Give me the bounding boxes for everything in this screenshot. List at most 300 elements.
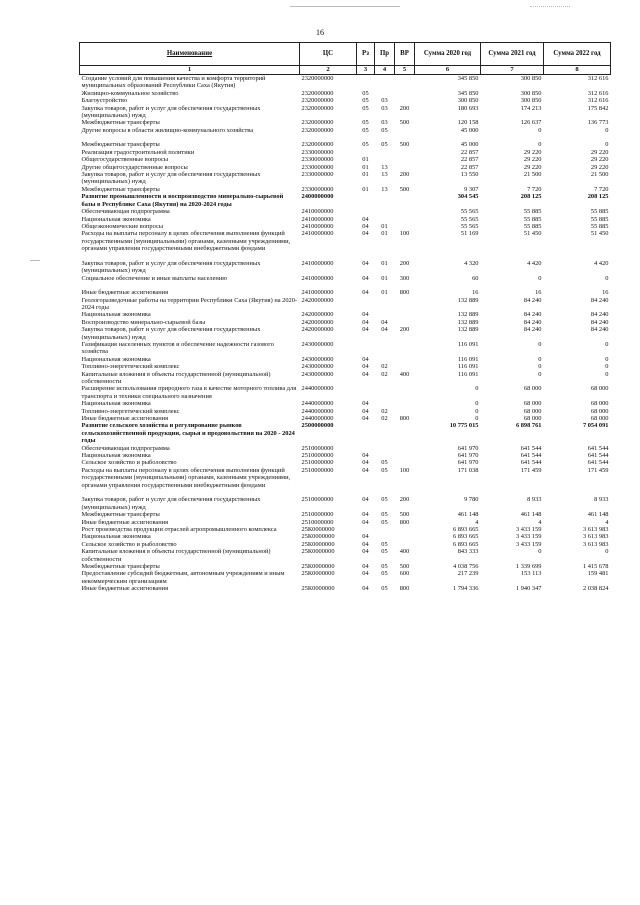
row-cs: 2430000000 — [301, 340, 334, 348]
row-sum-2021: 51 450 — [523, 230, 542, 238]
row-pr: 05 — [381, 459, 388, 467]
row-cs: 2430000000 — [301, 355, 334, 363]
row-vr — [395, 541, 415, 548]
row-pr: 02 — [381, 363, 388, 371]
row-name: Обеспечивающая подпрограмма — [81, 208, 170, 216]
row-rz: 05 — [362, 97, 369, 105]
row-sum-2021: 84 240 — [523, 311, 542, 319]
row-rz: 04 — [362, 215, 369, 223]
row-pr — [375, 341, 395, 356]
row-sum-2022: 0 — [605, 370, 609, 378]
row-pr — [375, 385, 395, 400]
row-sum-2022: 51 450 — [590, 230, 609, 238]
row-vr: 800 — [399, 585, 410, 593]
row-rz: 04 — [362, 311, 369, 319]
row-sum-2021: 29 220 — [523, 148, 542, 156]
row-sum-2020: 641 970 — [457, 452, 479, 460]
row-name: Топливно-энергетический комплекс — [81, 363, 180, 371]
row-sum-2021: 68 000 — [523, 415, 542, 423]
row-rz: 04 — [362, 533, 369, 541]
row-rz — [357, 341, 375, 356]
row-name: Рост производства продукции отраслей агропромышленного комплекса — [81, 525, 277, 533]
row-vr: 600 — [399, 570, 410, 578]
row-rz: 04 — [362, 459, 369, 467]
row-sum-2022: 3 613 983 — [582, 533, 609, 541]
row-sum-2020: 55 565 — [460, 208, 479, 216]
table-row — [80, 519, 611, 526]
row-sum-2020: 55 565 — [460, 215, 479, 223]
row-cs: 25К0000000 — [301, 533, 335, 541]
row-cs: 2320000000 — [301, 97, 334, 105]
row-sum-2022: 68 000 — [590, 415, 609, 423]
row-sum-2021: 0 — [538, 340, 542, 348]
row-vr — [395, 533, 415, 540]
row-sum-2020: 0 — [475, 407, 479, 415]
row-cs: 2320000000 — [301, 126, 334, 134]
row-name: Капитальные вложения в объекты государственной (муниципальной) собственности — [81, 548, 271, 563]
row-sum-2020: 9 307 — [464, 185, 479, 193]
row-sum-2020: 116 091 — [457, 355, 479, 363]
row-sum-2020: 45 000 — [460, 126, 479, 134]
row-sum-2021: 300 850 — [520, 89, 542, 97]
row-pr: 05 — [381, 548, 388, 556]
row-sum-2022 — [544, 134, 611, 141]
row-name: Топливно-энергетический комплекс — [81, 407, 180, 415]
row-sum-2020: 116 091 — [457, 370, 479, 378]
row-sum-2022: 55 885 — [590, 215, 609, 223]
table-row — [80, 141, 611, 148]
table-row — [80, 289, 611, 296]
row-sum-2021: 0 — [538, 363, 542, 371]
row-pr — [375, 297, 395, 312]
row-rz: 04 — [362, 496, 369, 504]
header-vr: ВР — [395, 43, 415, 66]
row-name: Расширение использования природного газа в качестве моторного топлива для транспорта и техники специального назначения — [81, 385, 297, 400]
row-cs: 2510000000 — [301, 511, 334, 519]
row-rz: 05 — [362, 104, 369, 112]
table-row — [80, 193, 611, 208]
row-pr: 05 — [381, 126, 388, 134]
row-vr — [395, 311, 415, 318]
table-row — [80, 385, 611, 400]
row-vr: 800 — [399, 289, 410, 297]
row-name: Межбюджетные трансферты — [81, 511, 160, 519]
row-sum-2021: 68 000 — [523, 400, 542, 408]
row-sum-2022: 4 — [605, 518, 609, 526]
row-sum-2020: 171 038 — [457, 466, 479, 474]
row-sum-2022: 312 616 — [587, 75, 609, 82]
row-sum-2022: 68 000 — [590, 400, 609, 408]
row-vr: 200 — [399, 171, 410, 179]
header-sum-2020: Сумма 2020 год — [415, 43, 481, 66]
row-rz: 04 — [362, 274, 369, 282]
row-sum-2022: 2 038 824 — [582, 585, 609, 593]
table-row — [80, 97, 611, 104]
row-pr — [375, 400, 395, 407]
row-name: Национальная экономика — [81, 452, 151, 460]
row-sum-2021: 3 433 159 — [515, 540, 542, 548]
row-pr: 01 — [381, 230, 388, 238]
row-sum-2021: 171 459 — [520, 466, 542, 474]
row-pr: 04 — [381, 326, 388, 334]
row-sum-2021: 68 000 — [523, 407, 542, 415]
table-row — [80, 422, 611, 444]
table-row — [80, 445, 611, 452]
row-sum-2020: 300 850 — [457, 97, 479, 105]
scan-mark-left — [30, 260, 40, 262]
row-sum-2020: 304 545 — [457, 193, 479, 201]
row-cs: 2440000000 — [301, 415, 334, 423]
row-pr — [375, 149, 395, 156]
row-cs: 2320000000 — [301, 89, 334, 97]
row-cs: 2330000000 — [301, 163, 334, 171]
row-vr — [395, 408, 415, 415]
row-sum-2022: 208 125 — [587, 193, 609, 201]
row-sum-2020: 132 889 — [457, 318, 479, 326]
row-sum-2022: 84 240 — [590, 311, 609, 319]
header-col-number: 5 — [395, 66, 415, 75]
table-header — [80, 43, 611, 75]
row-sum-2021: 29 220 — [523, 163, 542, 171]
row-pr — [375, 156, 395, 163]
table-row — [80, 230, 611, 252]
row-sum-2020: 180 693 — [457, 104, 479, 112]
row-sum-2022: 0 — [605, 274, 609, 282]
row-sum-2021: 84 240 — [523, 326, 542, 334]
row-sum-2020: 22 857 — [460, 163, 479, 171]
row-rz: 01 — [362, 185, 369, 193]
row-name: Национальная экономика — [81, 533, 151, 541]
row-sum-2022: 55 885 — [590, 222, 609, 230]
row-sum-2021: 0 — [538, 355, 542, 363]
table-row — [80, 105, 611, 120]
row-sum-2022: 16 — [602, 289, 609, 297]
row-sum-2021: 16 — [535, 289, 542, 297]
row-pr — [375, 533, 395, 540]
row-sum-2020: 843 333 — [457, 548, 479, 556]
table-row — [80, 452, 611, 459]
row-sum-2021: 55 885 — [523, 208, 542, 216]
row-cs: 2510000000 — [301, 518, 334, 526]
row-sum-2021: 300 850 — [520, 97, 542, 105]
row-name — [80, 253, 300, 260]
header-col-number: 6 — [415, 66, 481, 75]
row-rz: 05 — [362, 126, 369, 134]
row-sum-2022: 641 544 — [587, 452, 609, 460]
row-cs: 2510000000 — [301, 496, 334, 504]
row-vr — [395, 297, 415, 312]
row-rz: 04 — [362, 318, 369, 326]
row-vr — [395, 282, 415, 289]
header-col-number: 3 — [357, 66, 375, 75]
row-cs: 25К0000000 — [301, 525, 335, 533]
row-cs: 2410000000 — [301, 222, 334, 230]
row-sum-2020: 60 — [472, 274, 479, 282]
row-sum-2021: 84 240 — [523, 296, 542, 304]
row-sum-2022: 29 220 — [590, 156, 609, 164]
row-pr — [375, 253, 395, 260]
row-vr — [395, 526, 415, 533]
row-sum-2021: 3 433 159 — [515, 525, 542, 533]
row-sum-2022: 7 054 091 — [582, 422, 609, 430]
header-col-number: 4 — [375, 66, 395, 75]
row-name: Иные бюджетные ассигнования — [81, 415, 169, 423]
row-vr — [395, 319, 415, 326]
row-sum-2020: 4 320 — [464, 259, 479, 267]
table-row — [80, 548, 611, 563]
row-cs: 2440000000 — [301, 385, 334, 393]
row-vr — [395, 216, 415, 223]
row-sum-2022: 0 — [605, 355, 609, 363]
row-name: Сельское хозяйство и рыболовство — [81, 540, 177, 548]
row-vr — [395, 356, 415, 363]
row-sum-2020: 51 169 — [460, 230, 479, 238]
row-vr — [395, 489, 415, 496]
table-row — [80, 459, 611, 466]
row-sum-2020: 116 091 — [457, 340, 479, 348]
row-pr — [375, 216, 395, 223]
row-vr — [395, 363, 415, 370]
row-name: Социальное обеспечение и иные выплаты населению — [81, 274, 228, 282]
row-name: Общеэкономические вопросы — [81, 222, 164, 230]
row-rz — [357, 208, 375, 215]
row-vr — [395, 127, 415, 134]
row-rz: 01 — [362, 156, 369, 164]
row-rz: 04 — [362, 326, 369, 334]
row-vr — [395, 385, 415, 400]
table-row — [80, 326, 611, 341]
row-name: Газификация населенных пунктов и обеспечение надежности газового хозяйства — [81, 340, 274, 356]
row-rz — [357, 134, 375, 141]
table-row — [80, 275, 611, 282]
row-cs: 2410000000 — [301, 215, 334, 223]
row-cs — [300, 282, 357, 289]
row-sum-2020: 45 000 — [460, 141, 479, 149]
row-vr — [395, 90, 415, 97]
row-sum-2021 — [481, 489, 544, 496]
row-cs: 2410000000 — [301, 259, 334, 267]
row-sum-2021: 0 — [538, 274, 542, 282]
table-row — [80, 216, 611, 223]
row-sum-2020: 10 775 015 — [449, 422, 479, 430]
row-vr — [395, 445, 415, 452]
budget-table — [79, 42, 611, 593]
row-pr: 02 — [381, 370, 388, 378]
row-sum-2022: 8 933 — [594, 496, 609, 504]
row-cs: 2330000000 — [301, 171, 334, 179]
row-vr — [395, 75, 415, 90]
row-rz: 04 — [362, 407, 369, 415]
header-sum-2021: Сумма 2021 год — [481, 43, 544, 66]
row-sum-2021: 4 420 — [527, 259, 542, 267]
row-vr — [395, 164, 415, 171]
row-pr: 02 — [381, 407, 388, 415]
row-vr: 800 — [399, 518, 410, 526]
row-rz: 05 — [362, 119, 369, 127]
row-sum-2021: 6 898 761 — [515, 422, 542, 430]
row-sum-2021: 174 213 — [520, 104, 542, 112]
row-rz: 04 — [362, 466, 369, 474]
row-sum-2020: 13 550 — [460, 171, 479, 179]
row-vr: 800 — [399, 415, 410, 423]
row-sum-2020: 6 893 665 — [452, 540, 479, 548]
row-cs: 2320000000 — [301, 75, 334, 82]
row-rz — [357, 445, 375, 452]
row-name: Национальная экономика — [81, 215, 151, 223]
table-row — [80, 319, 611, 326]
row-sum-2021: 461 148 — [520, 511, 542, 519]
row-name — [80, 489, 300, 496]
row-name: Реализация градостроительной политики — [81, 148, 195, 156]
table-row — [80, 356, 611, 363]
table-row — [80, 75, 611, 90]
row-sum-2021: 1 940 347 — [515, 585, 542, 593]
row-cs: 25К0000000 — [301, 585, 335, 593]
row-name: Закупка товаров, работ и услуг для обеспечения государственных (муниципальных) нужд — [81, 326, 261, 341]
table-spacer-row — [80, 253, 611, 260]
row-name: Иные бюджетные ассигнования — [81, 289, 169, 297]
header-col-number: 7 — [481, 66, 544, 75]
row-vr: 500 — [399, 119, 410, 127]
row-cs: 2510000000 — [301, 459, 334, 467]
table-row — [80, 467, 611, 489]
row-sum-2022: 159 481 — [587, 570, 609, 578]
row-cs: 2410000000 — [301, 208, 334, 216]
row-sum-2020: 6 893 665 — [452, 525, 479, 533]
row-rz: 04 — [362, 570, 369, 578]
row-rz: 04 — [362, 562, 369, 570]
row-name: Закупка товаров, работ и услуг для обеспечения государственных (муниципальных) нужд — [81, 171, 261, 186]
header-col-number: 1 — [80, 66, 300, 75]
row-name: Расходы на выплаты персоналу в целях обеспечения выполнения функций государственными (муниципальными) органами, казенными учреждениями, органами управления государственными внебюджетными фондами — [81, 466, 291, 489]
scan-mark-top — [290, 6, 400, 8]
row-sum-2020: 55 565 — [460, 222, 479, 230]
row-rz: 05 — [362, 89, 369, 97]
row-name: Национальная экономика — [81, 400, 151, 408]
row-cs — [300, 253, 357, 260]
table-row — [80, 371, 611, 386]
row-sum-2022: 1 415 678 — [582, 562, 609, 570]
row-rz: 04 — [362, 585, 369, 593]
row-cs — [300, 134, 357, 141]
row-sum-2020: 132 889 — [457, 326, 479, 334]
header-pr: Пр — [375, 43, 395, 66]
row-sum-2022: 3 613 983 — [582, 525, 609, 533]
row-vr: 400 — [399, 548, 410, 556]
row-name: Геологоразведочные работы на территории Республики Саха (Якутия) на 2020-2024 годы — [81, 296, 298, 311]
row-name: Другие вопросы в области жилищно-коммунального хозяйства — [81, 126, 254, 134]
row-rz — [357, 253, 375, 260]
header-col-number: 8 — [544, 66, 611, 75]
table-row — [80, 208, 611, 215]
row-pr: 13 — [381, 185, 388, 193]
row-name: Благоустройство — [81, 97, 128, 105]
row-cs: 2320000000 — [301, 119, 334, 127]
table-row — [80, 496, 611, 511]
row-vr — [395, 452, 415, 459]
row-sum-2021: 0 — [538, 141, 542, 149]
table-row — [80, 585, 611, 592]
table-row — [80, 156, 611, 163]
row-pr: 05 — [381, 570, 388, 578]
row-sum-2022: 0 — [605, 363, 609, 371]
row-sum-2022: 641 544 — [587, 459, 609, 467]
row-name: Межбюджетные трансферты — [81, 141, 160, 149]
row-vr — [395, 97, 415, 104]
row-vr — [395, 208, 415, 215]
row-pr: 01 — [381, 259, 388, 267]
row-cs: 2500000000 — [301, 422, 334, 430]
row-name: Создание условий для повышения качества и комфорта территорий муниципальных образований Республики Саха (Якутия) — [81, 75, 266, 90]
table-row — [80, 297, 611, 312]
row-name — [80, 134, 300, 141]
row-sum-2020: 4 038 756 — [452, 562, 479, 570]
row-vr: 100 — [399, 230, 410, 238]
row-sum-2022: 0 — [605, 126, 609, 134]
table-row — [80, 119, 611, 126]
row-vr — [395, 459, 415, 466]
row-sum-2021: 4 — [538, 518, 542, 526]
row-cs: 2330000000 — [301, 185, 334, 193]
row-sum-2020: 9 780 — [464, 496, 479, 504]
row-cs: 2410000000 — [301, 230, 334, 238]
row-name: Закупка товаров, работ и услуг для обеспечения государственных (муниципальных) нужд — [81, 259, 261, 275]
row-cs: 2320000000 — [301, 141, 334, 149]
row-rz: 04 — [362, 548, 369, 556]
row-rz: 04 — [362, 363, 369, 371]
row-cs: 2330000000 — [301, 148, 334, 156]
table-row — [80, 526, 611, 533]
row-cs: 2320000000 — [301, 104, 334, 112]
row-rz: 04 — [362, 355, 369, 363]
row-sum-2020: 22 857 — [460, 148, 479, 156]
row-sum-2022: 461 148 — [587, 511, 609, 519]
row-rz — [357, 75, 375, 90]
row-pr — [375, 445, 395, 452]
row-cs: 2430000000 — [301, 370, 334, 378]
row-name: Капитальные вложения в объекты государственной (муниципальной) собственности — [81, 370, 271, 385]
row-cs: 2510000000 — [301, 452, 334, 460]
row-name: Жилищно-коммунальное хозяйство — [81, 89, 179, 97]
row-cs: 25К0000000 — [301, 548, 335, 556]
row-pr — [375, 134, 395, 141]
row-pr — [375, 452, 395, 459]
row-vr — [395, 134, 415, 141]
row-sum-2022: 84 240 — [590, 326, 609, 334]
row-pr: 05 — [381, 496, 388, 504]
table-row — [80, 164, 611, 171]
row-pr — [375, 75, 395, 90]
table-row — [80, 223, 611, 230]
row-sum-2022: 4 420 — [594, 259, 609, 267]
row-cs: 2420000000 — [301, 326, 334, 334]
row-sum-2021: 641 544 — [520, 459, 542, 467]
row-sum-2021 — [481, 253, 544, 260]
page-number: 16 — [316, 28, 324, 37]
row-sum-2022: 0 — [605, 340, 609, 348]
row-sum-2022: 175 842 — [587, 104, 609, 112]
row-sum-2020: 217 239 — [457, 570, 479, 578]
row-sum-2021: 1 339 699 — [515, 562, 542, 570]
row-pr: 13 — [381, 171, 388, 179]
row-vr — [395, 341, 415, 356]
row-pr: 05 — [381, 540, 388, 548]
row-pr: 02 — [381, 415, 388, 423]
row-pr: 03 — [381, 104, 388, 112]
row-sum-2020: 6 893 665 — [452, 533, 479, 541]
row-rz — [357, 526, 375, 533]
row-rz: 04 — [362, 230, 369, 238]
